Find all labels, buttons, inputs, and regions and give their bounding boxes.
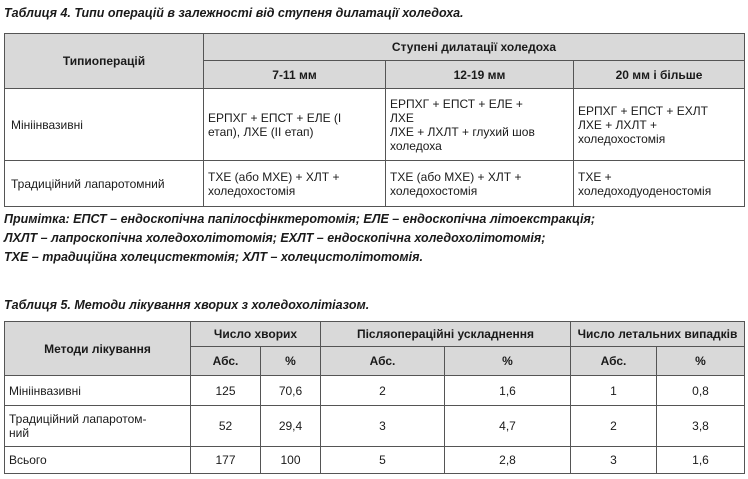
table-cell: ЕРПХГ + ЕПСТ + ЕХЛТ ЛХЕ + ЛХЛТ + холедохостомія: [574, 89, 745, 161]
table-row: [5, 406, 745, 447]
table5-group-header: Число хворих: [191, 322, 321, 347]
row-label: Мініінвазивні: [5, 376, 191, 406]
table-cell: 5: [321, 447, 445, 474]
table4: [4, 33, 745, 207]
table5-group-header: Число летальних випадків: [571, 322, 745, 347]
table5: [4, 321, 745, 474]
table5-col-header: Методи лікування: [5, 322, 191, 376]
table4-col-header: Типиоперацій: [5, 34, 204, 89]
note-line: ЛХЛТ – лапроскопічна холедохолітотомія; ЕХЛТ – ендоскопічна холедохолітотомія;: [4, 231, 546, 245]
table5-subheader: Абс.: [571, 347, 657, 376]
table-cell: 3: [321, 406, 445, 447]
table-cell: 125: [191, 376, 261, 406]
table-row: [5, 89, 745, 161]
row-label: Мініінвазивні: [5, 89, 204, 161]
table5-subheader: %: [261, 347, 321, 376]
table5-subheader: Абс.: [191, 347, 261, 376]
row-label: Традиційний лапаротомний: [5, 161, 204, 207]
table-cell: 1: [571, 376, 657, 406]
table-row: [5, 447, 745, 474]
row-label: Традиційний лапаротом- ний: [5, 406, 191, 447]
table5-subheader: Абс.: [321, 347, 445, 376]
table-cell: 100: [261, 447, 321, 474]
table-cell: 0,8: [657, 376, 745, 406]
table-row: [5, 376, 745, 406]
table-cell: 4,7: [445, 406, 571, 447]
table-row: [5, 161, 745, 207]
table4-subheader: 20 мм і більше: [574, 61, 745, 89]
table4-caption: Таблиця 4. Типи операцій в залежності від ступеня дилатації холедоха.: [4, 6, 464, 20]
table5-subheader: %: [657, 347, 745, 376]
table5-group-header: Післяопераційні ускладнення: [321, 322, 571, 347]
note-line: ТХЕ – традиційна холецистектомія; ХЛТ – холецистолітотомія.: [4, 250, 423, 264]
table5-caption: Таблиця 5. Методи лікування хворих з холедохолітіазом.: [4, 298, 370, 312]
table-cell: ТХЕ + холедоходуоденостомія: [574, 161, 745, 207]
table-cell: 2: [321, 376, 445, 406]
table-cell: ТХЕ (або МХЕ) + ХЛТ + холедохостомія: [204, 161, 386, 207]
table-cell: 2,8: [445, 447, 571, 474]
row-label: Всього: [5, 447, 191, 474]
table-cell: 29,4: [261, 406, 321, 447]
table4-subheader: 12-19 мм: [386, 61, 574, 89]
table-cell: 3: [571, 447, 657, 474]
note-line: Примітка: ЕПСТ – ендоскопічна папілосфінктеротомія; ЕЛЕ – ендоскопічна літоекстракція;: [4, 212, 596, 226]
table-cell: 3,8: [657, 406, 745, 447]
table-cell: 1,6: [657, 447, 745, 474]
table-cell: 177: [191, 447, 261, 474]
table5-subheader: %: [445, 347, 571, 376]
table-cell: ЕРПХГ + ЕПСТ + ЕЛЕ (І етап), ЛХЕ (ІІ етап): [204, 89, 386, 161]
table4-note: [4, 210, 744, 267]
table-cell: 1,6: [445, 376, 571, 406]
table4-group-header: Ступені дилатації холедоха: [204, 34, 745, 61]
table4-subheader: 7-11 мм: [204, 61, 386, 89]
table-cell: ТХЕ (або МХЕ) + ХЛТ + холедохостомія: [386, 161, 574, 207]
table-cell: 70,6: [261, 376, 321, 406]
table-cell: 52: [191, 406, 261, 447]
table-cell: 2: [571, 406, 657, 447]
table-cell: ЕРПХГ + ЕПСТ + ЕЛЕ + ЛХЕ ЛХЕ + ЛХЛТ + глухий шов холедоха: [386, 89, 574, 161]
